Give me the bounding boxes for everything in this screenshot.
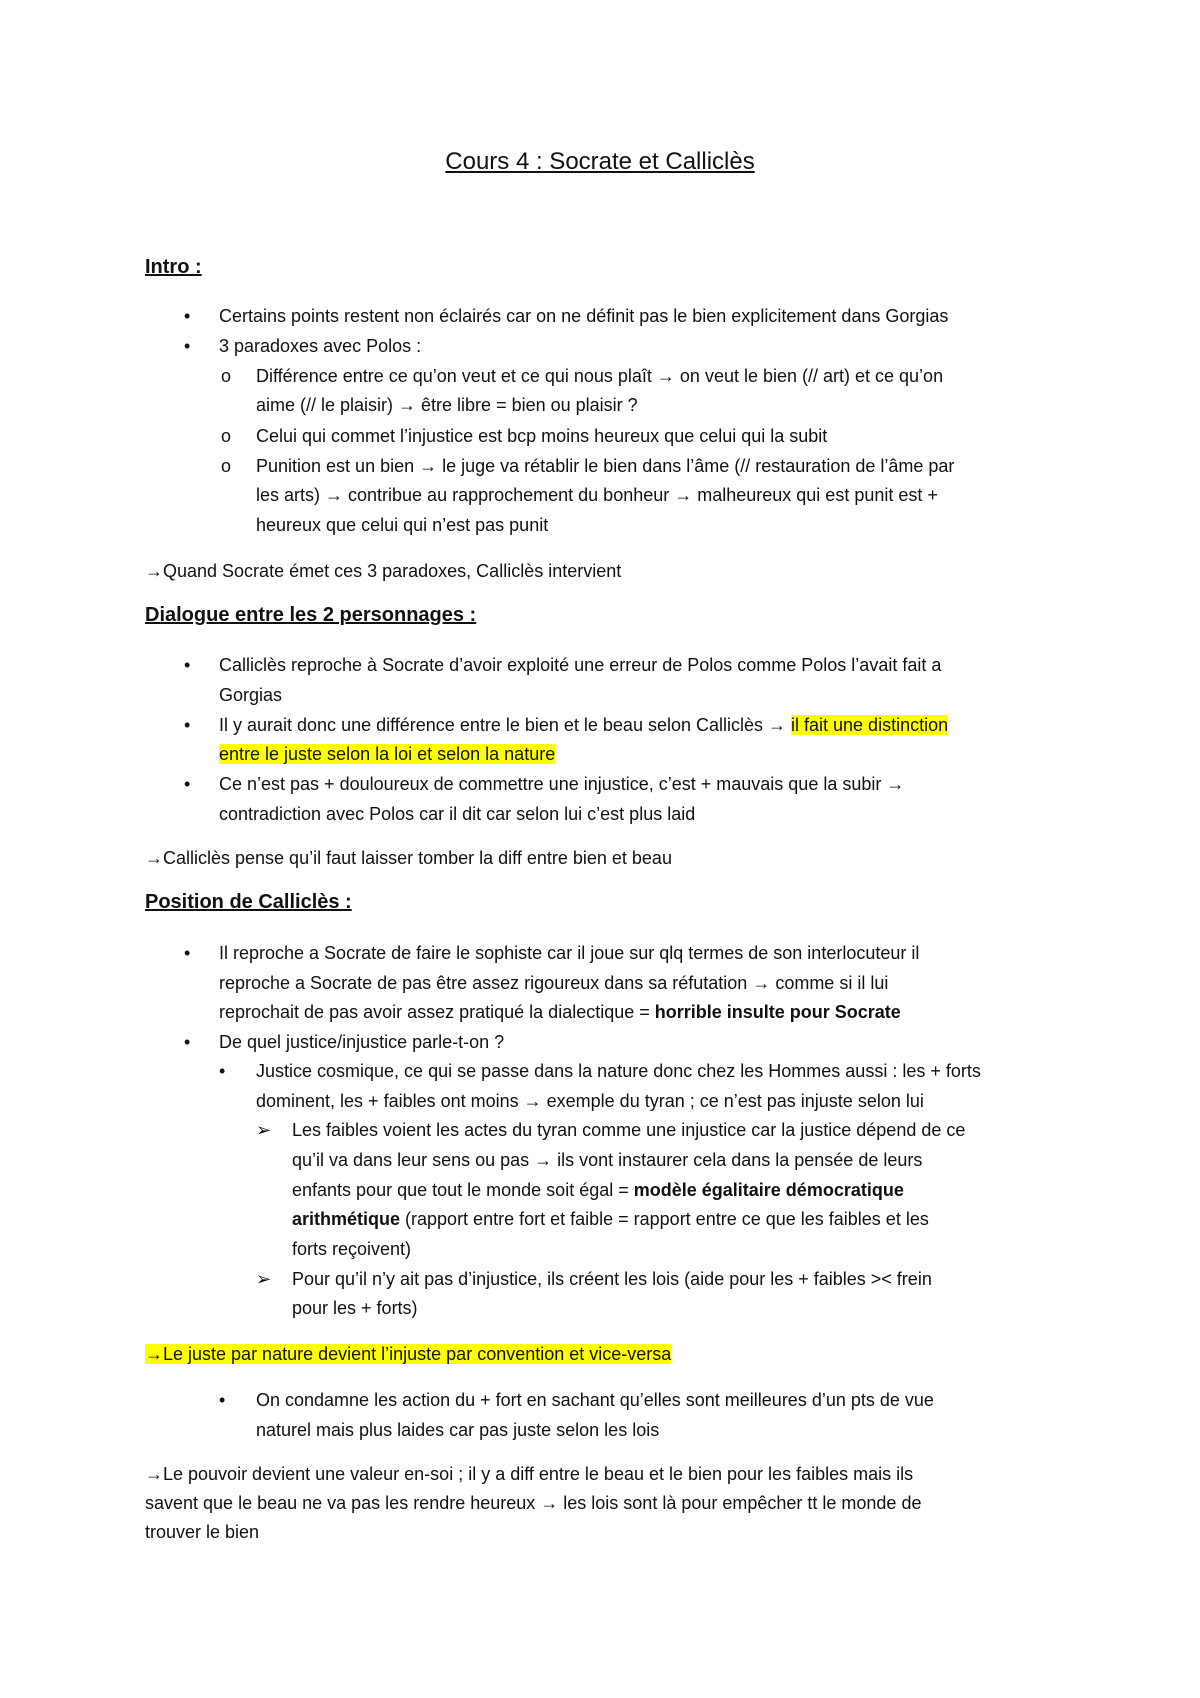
intro-line-5a: Punition est un bien → le juge va rétablir le bien dans l’âme (// restauration de l’âme par <box>256 456 955 476</box>
position-line-2: De quel justice/injustice parle-t-on ? <box>219 1032 505 1052</box>
highlighted-text: entre le juste selon la loi et selon la nature <box>219 744 556 764</box>
position-line-1c <box>219 998 901 1027</box>
position-line-3b: dominent, les + faibles ont moins → exemple du tyran ; ce n’est pas injuste selon lui <box>256 1091 924 1111</box>
arrow-bullet-icon: ➢ <box>256 1120 272 1140</box>
position-line-4b: qu’il va dans leur sens ou pas → ils vont instaurer cela dans la pensée de leurs <box>292 1150 923 1170</box>
bullet-dot: • <box>184 943 191 963</box>
dialogue-line-2a <box>219 711 948 740</box>
bold-text: horrible insulte pour Socrate <box>654 1002 901 1022</box>
final-line-b: savent que le beau ne va pas les rendre heureux → les lois sont là pour empêcher tt le monde de <box>145 1493 922 1513</box>
dialogue-line-1a: Calliclès reproche à Socrate d’avoir exploité une erreur de Polos comme Polos l’avait fait a <box>219 655 942 675</box>
final-line-c: trouver le bien <box>145 1522 260 1542</box>
bullet-dot: • <box>184 306 191 326</box>
position-line-4d <box>292 1205 929 1234</box>
intro-line-4: Celui qui commet l’injustice est bcp moins heureux que celui qui la subit <box>256 426 828 446</box>
arrow-bullet-icon: ➢ <box>256 1269 272 1289</box>
bullet-dot: • <box>219 1061 226 1081</box>
position-line-3a: Justice cosmique, ce qui se passe dans la nature donc chez les Hommes aussi : les + forts <box>256 1061 981 1081</box>
intro-line-3b: aime (// le plaisir) → être libre = bien ou plaisir ? <box>256 395 638 415</box>
bullet-circle: o <box>221 366 232 386</box>
bullet-dot: • <box>184 1032 191 1052</box>
bullet-circle: o <box>221 456 232 476</box>
position-line-4c-text: enfants pour que tout le monde soit égal = <box>292 1180 634 1200</box>
dialogue-line-1b: Gorgias <box>219 685 283 705</box>
bullet-dot: • <box>184 336 191 356</box>
position-line-4a: Les faibles voient les actes du tyran comme une injustice car la justice dépend de ce <box>292 1120 966 1140</box>
intro-conclusion: →Quand Socrate émet ces 3 paradoxes, Calliclès intervient <box>145 561 622 581</box>
position-line-4c <box>292 1176 904 1205</box>
position-line-6b: naturel mais plus laides car pas juste selon les lois <box>256 1420 660 1440</box>
intro-line-2: 3 paradoxes avec Polos : <box>219 336 422 356</box>
highlighted-text: il fait une distinction <box>791 715 949 735</box>
position-line-4d-text: (rapport entre fort et faible = rapport entre ce que les faibles et les <box>400 1209 929 1229</box>
intro-line-5c: heureux que celui qui n’est pas punit <box>256 515 549 535</box>
position-line-1b: reproche a Socrate de pas être assez rigoureux dans sa réfutation → comme si il lui <box>219 973 889 993</box>
position-line-5a: Pour qu’il n’y ait pas d’injustice, ils créent les lois (aide pour les + faibles >< frein <box>292 1269 932 1289</box>
bullet-dot: • <box>184 715 191 735</box>
bullet-dot: • <box>184 655 191 675</box>
dialogue-line-3a: Ce n’est pas + douloureux de commettre une injustice, c’est + mauvais que la subir → <box>219 774 905 794</box>
position-line-1a: Il reproche a Socrate de faire le sophiste car il joue sur qlq termes de son interlocuteur il <box>219 943 920 963</box>
position-line-4e: forts reçoivent) <box>292 1239 412 1259</box>
position-heading: Position de Calliclès : <box>145 891 352 913</box>
intro-line-1: Certains points restent non éclairés car on ne définit pas le bien explicitement dans Gorgias <box>219 306 949 326</box>
bold-text: modèle égalitaire démocratique <box>633 1180 904 1200</box>
position-line-6a: On condamne les action du + fort en sachant qu’elles sont meilleures d’un pts de vue <box>256 1390 934 1410</box>
intro-line-3a: Différence entre ce qu’on veut et ce qui nous plaît → on veut le bien (// art) et ce qu’on <box>256 366 944 386</box>
dialogue-line-2a-text: Il y aurait donc une différence entre le bien et le beau selon Calliclès → <box>219 715 792 735</box>
dialogue-line-2b <box>219 740 555 769</box>
bold-text: arithmétique <box>292 1209 401 1229</box>
dialogue-conclusion: →Calliclès pense qu’il faut laisser tomber la diff entre bien et beau <box>145 848 672 868</box>
dialogue-heading: Dialogue entre les 2 personnages : <box>145 604 477 626</box>
position-line-1c-text: reprochait de pas avoir assez pratiqué la dialectique = <box>219 1002 655 1022</box>
bullet-dot: • <box>184 774 191 794</box>
intro-heading: Intro : <box>145 256 202 278</box>
position-conclusion <box>145 1340 671 1369</box>
dialogue-line-3b: contradiction avec Polos car il dit car selon lui c’est plus laid <box>219 804 696 824</box>
highlighted-text: →Le juste par nature devient l’injuste par convention et vice-versa <box>145 1344 672 1364</box>
intro-line-5b: les arts) → contribue au rapprochement du bonheur → malheureux qui est punit est + <box>256 485 938 505</box>
bullet-dot: • <box>219 1390 226 1410</box>
final-line-a: →Le pouvoir devient une valeur en-soi ; il y a diff entre le beau et le bien pour les faibles mais ils <box>145 1464 914 1484</box>
bullet-circle: o <box>221 426 232 446</box>
page-title: Cours 4 : Socrate et Calliclès <box>445 148 755 175</box>
position-line-5b: pour les + forts) <box>292 1298 418 1318</box>
